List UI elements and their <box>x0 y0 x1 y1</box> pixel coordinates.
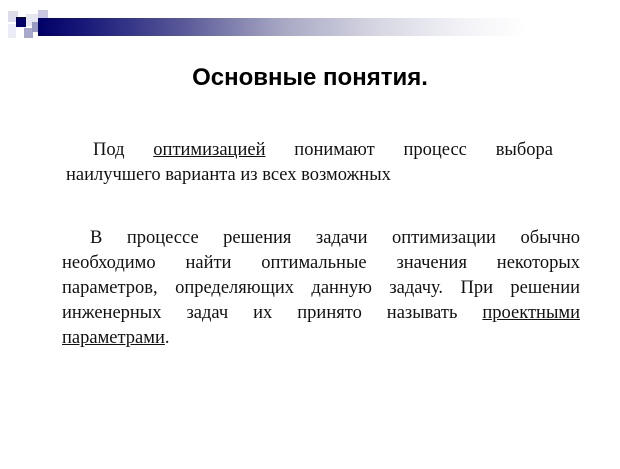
paragraph-line: параметрами. <box>62 328 170 348</box>
paragraph-line: наилучшего варианта из всех возможных <box>66 165 391 185</box>
header-gradient-bar <box>38 18 528 36</box>
slide-title: Основные понятия. <box>192 64 428 91</box>
paragraph-line: необходимо найти оптимальные значения некоторых <box>62 253 580 273</box>
paragraph-definition <box>66 138 553 188</box>
term-design-parameters: проектными <box>482 303 580 323</box>
paragraph-line: параметров, определяющих данную задачу. При решении <box>62 278 580 298</box>
decor-square <box>8 24 16 38</box>
paragraph-line: Под оптимизацией понимают процесс выбора <box>93 140 553 160</box>
paragraph-parameters <box>62 226 580 351</box>
paragraph-line: инженерных задач их принято называть проектными <box>62 303 580 323</box>
paragraph-line: В процессе решения задачи оптимизации обычно <box>90 228 580 248</box>
decor-square <box>16 17 26 27</box>
term-optimization: оптимизацией <box>153 140 266 160</box>
term-design-parameters-cont: параметрами <box>62 328 165 348</box>
